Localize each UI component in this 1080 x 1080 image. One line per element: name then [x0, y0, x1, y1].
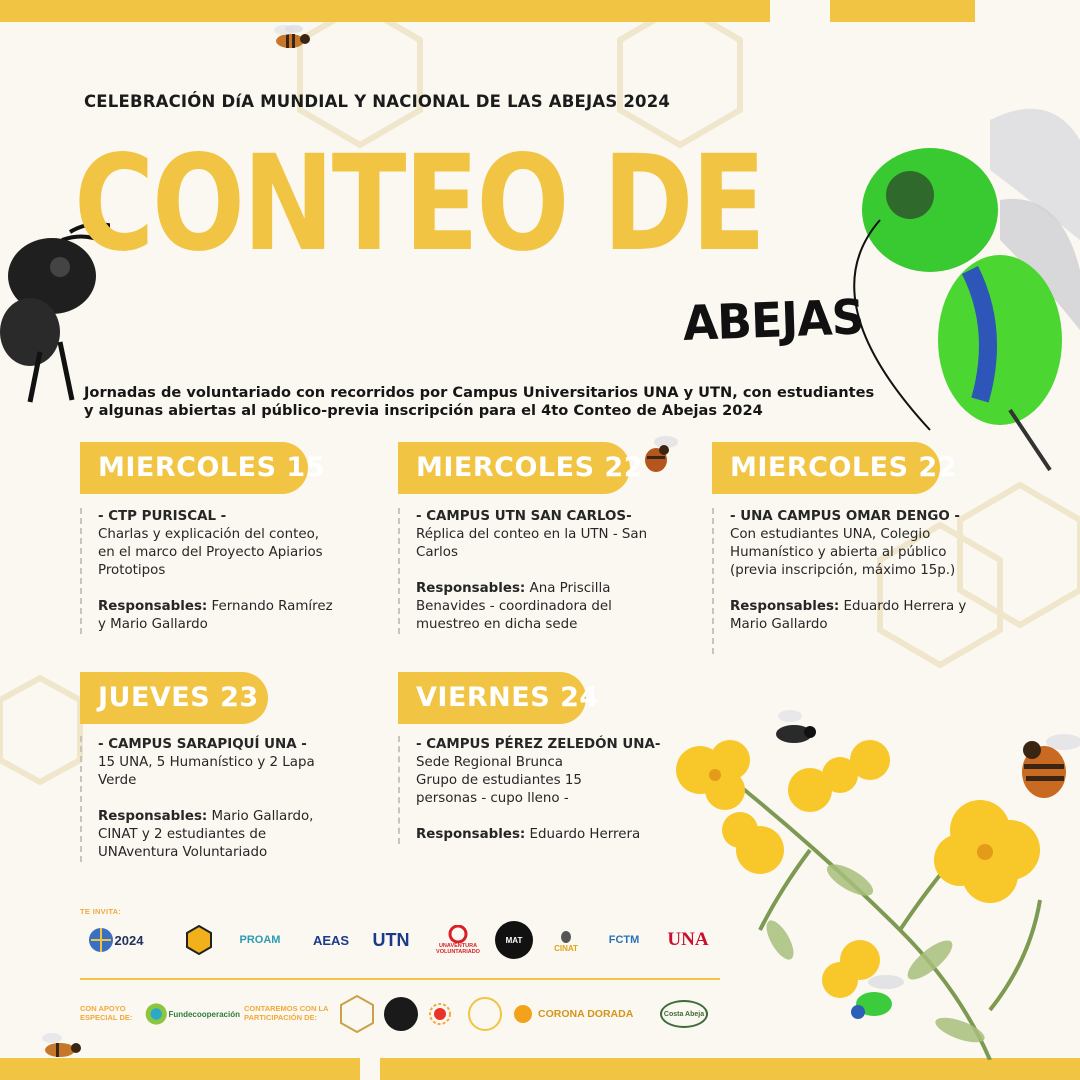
event-card-ctp-puriscal — [80, 508, 380, 634]
responsables-label: Responsables: — [730, 598, 840, 614]
event-card-utn-san-carlos — [398, 508, 698, 634]
cinat-bee-icon — [558, 928, 574, 944]
intro-line-2: y algunas abiertas al público-previa inscripción para el 4to Conteo de Abejas 2024 — [84, 401, 763, 419]
responsables-names: Eduardo Herrera — [529, 826, 641, 842]
logo-proam — [228, 918, 292, 962]
bee-icon — [262, 22, 318, 56]
card-title: - CAMPUS UTN SAN CARLOS- — [416, 509, 632, 524]
logo-aeas-text: AEAS — [312, 932, 350, 948]
hexagon-a-icon — [340, 995, 374, 1033]
logo-una-text: UNA — [667, 929, 709, 950]
responsables-names: Ana Priscilla — [529, 580, 611, 596]
logo-una — [664, 918, 712, 962]
dark-bee-icon — [766, 702, 822, 752]
logo-2024 — [80, 918, 150, 962]
logo-fctm-text: FCTM — [608, 934, 640, 946]
unaventura-icon — [447, 925, 469, 943]
day-label-jueves-23: JUEVES 23 — [80, 672, 268, 724]
responsables-names-rest: Benavides - coordinadora del muestreo en dicha sede — [416, 598, 612, 632]
logo-participant-c — [428, 994, 458, 1034]
sun-icon — [428, 1002, 452, 1026]
te-invita-label: TE INVITA: — [80, 907, 122, 916]
top-accent-bar — [0, 0, 770, 22]
hexagon-icon — [186, 925, 212, 955]
day-label-miercoles-22-utn: MIERCOLES 22 — [398, 442, 630, 494]
flying-bee-icon — [636, 430, 684, 480]
event-card-sarapiqui — [80, 736, 380, 862]
contaremos-label: CONTAREMOS CON LA PARTICIPACIÓN DE: — [244, 1004, 329, 1023]
bottom-bar-gap — [360, 1058, 380, 1080]
card-title: - CAMPUS SARAPIQUÍ UNA - — [98, 737, 307, 752]
main-title: CONTEO DE — [74, 127, 764, 281]
logo-unaventura-text: UNAVENTURA VOLUNTARIADO — [436, 943, 480, 955]
card-title: - CAMPUS PÉREZ ZELEDÓN UNA- — [416, 737, 661, 752]
day-label-miercoles-22-una: MIERCOLES 22 — [712, 442, 940, 494]
logo-fundecooperacion — [144, 994, 240, 1034]
dark-circle-icon — [384, 997, 418, 1031]
card-description: Sede Regional Brunca Grupo de estudiantes 15 personas - cupo lleno - — [416, 754, 582, 806]
responsables-label: Responsables: — [98, 598, 208, 614]
logo-2024-text: 2024 — [114, 932, 144, 948]
con-apoyo-label: CON APOYO ESPECIAL DE: — [80, 1004, 133, 1023]
day-label-viernes-24: VIERNES 24 — [398, 672, 586, 724]
card-description: Réplica del conteo en la UTN - San Carlos — [416, 526, 648, 560]
logo-fundecooperacion-text: Fundecooperación — [168, 1009, 240, 1019]
event-supertitle: CELEBRACIÓN DíA MUNDIAL Y NACIONAL DE LAS ABEJAS 2024 — [84, 92, 671, 111]
logo-fctm — [598, 918, 650, 962]
day-label-miercoles-15: MIERCOLES 15 — [80, 442, 308, 494]
intro-text — [84, 384, 924, 419]
responsables-names-rest: Mario Gallardo — [730, 616, 828, 632]
logo-cinat-text: CINAT — [554, 943, 578, 953]
logo-costa-abeja — [660, 994, 712, 1034]
logo-bee-hexagon — [184, 918, 214, 962]
logo-utn-text: UTN — [372, 929, 410, 950]
responsables-names: Fernando Ramírez — [211, 598, 333, 614]
flower-icon — [512, 1003, 534, 1025]
green-bee-icon — [850, 80, 1080, 480]
card-description: Charlas y explicación del conteo, en el marco del Proyecto Apiarios Prototipos — [98, 526, 323, 578]
logo-aeas — [304, 918, 358, 962]
sponsor-divider — [80, 978, 720, 980]
card-description: Con estudiantes UNA, Colegio Humanístico y abierta al público (previa inscripción, máximo 15p.) — [730, 526, 956, 578]
fundecooperacion-icon — [144, 999, 168, 1029]
ring-icon — [468, 997, 502, 1031]
card-title: - CTP PURISCAL - — [98, 509, 227, 524]
logo-proam-text: PROAM — [239, 934, 281, 946]
card-title: - UNA CAMPUS OMAR DENGO - — [730, 509, 960, 524]
logo-mat-text: MAT — [495, 921, 533, 959]
small-orange-bee-icon — [32, 1030, 90, 1062]
logo-costa-abeja-text: Costa Abeja — [660, 1000, 708, 1028]
responsables-names: Mario Gallardo, — [211, 808, 314, 824]
logo-utn — [368, 918, 414, 962]
logo-participant-d — [468, 994, 508, 1034]
responsables-label: Responsables: — [98, 808, 208, 824]
logo-cinat — [548, 918, 584, 962]
logo-mat — [494, 918, 534, 962]
logo-unaventura — [426, 918, 490, 962]
sub-title: ABEJAS — [682, 289, 865, 352]
event-card-perez-zeledon — [398, 736, 668, 844]
event-card-omar-dengo — [712, 508, 1002, 654]
logo-corona-dorada-text: CORONA DORADA — [538, 1008, 634, 1020]
logo-participant-a — [340, 994, 380, 1034]
responsables-names-rest: CINAT y 2 estudiantes de UNAventura Voluntariado — [98, 826, 268, 860]
intro-line-1: Jornadas de voluntariado con recorridos por Campus Universitarios UNA y UTN, con estudiantes — [84, 384, 875, 401]
logo-corona-dorada — [512, 994, 656, 1034]
globe-icon — [87, 926, 115, 954]
card-description: 15 UNA, 5 Humanístico y 2 Lapa Verde — [98, 754, 315, 788]
logo-participant-b — [384, 994, 424, 1034]
responsables-names-rest: y Mario Gallardo — [98, 616, 208, 632]
responsables-names: Eduardo Herrera y — [843, 598, 967, 614]
top-accent-bar-right — [830, 0, 975, 22]
responsables-label: Responsables: — [416, 580, 526, 596]
orange-bee-icon — [1004, 724, 1080, 810]
green-small-bee-icon — [842, 968, 910, 1028]
bottom-accent-bar — [0, 1058, 1080, 1080]
responsables-label: Responsables: — [416, 826, 526, 842]
sponsor-logo-row — [80, 918, 720, 964]
